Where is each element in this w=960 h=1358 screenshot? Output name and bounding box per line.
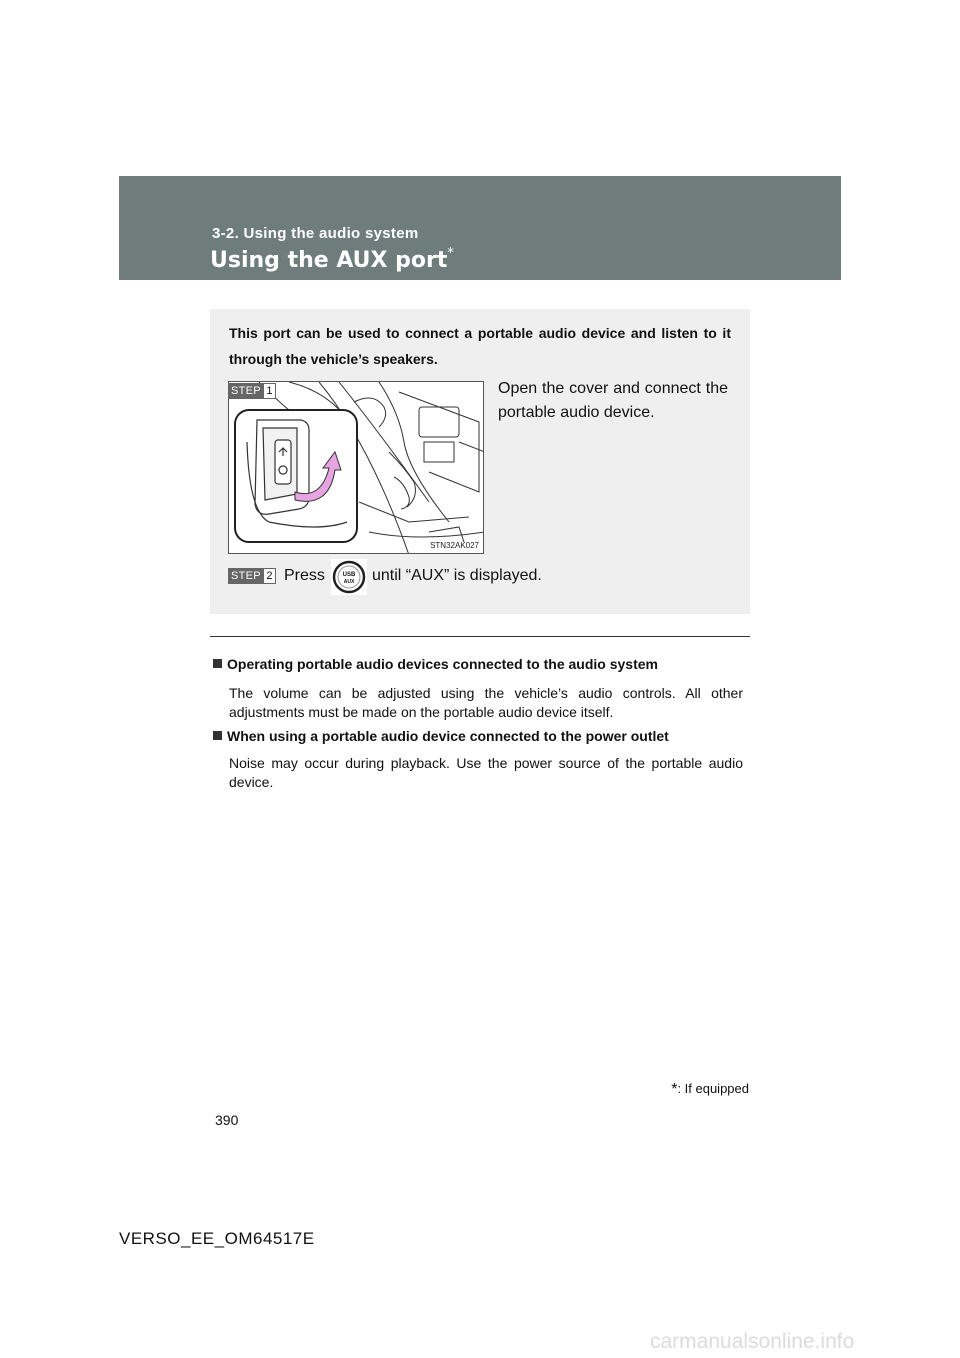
note-heading-text: When using a portable audio device connected to the power outlet [227,728,669,744]
section-title: 3-2. Using the audio system [212,225,419,242]
step-label: STEP [228,383,264,399]
footnote [671,1081,749,1099]
usb-button-label: USB [342,572,356,578]
page-number: 390 [215,1112,239,1128]
page-title-text: Using the AUX port [210,248,448,273]
bullet-square-icon [213,731,222,740]
figure-code: STN32AK027 [430,541,479,550]
step-2-text-after: until “AUX” is displayed. [372,567,542,584]
step-2-badge [228,568,276,584]
note-heading [213,728,669,744]
step-label: STEP [228,568,264,584]
note-heading-text: Operating portable audio devices connected to the audio system [227,656,658,672]
step-2-text: Press [284,567,325,584]
equipped-mark: * [447,246,454,261]
page-title [210,248,454,273]
note-heading [213,656,658,672]
footnote-text: : If equipped [677,1081,749,1096]
document-id: VERSO_EE_OM64517E [119,1229,315,1248]
asterisk-mark: * [671,1081,678,1098]
note-body: Noise may occur during playback. Use the power source of the portable audio device. [229,755,743,790]
dashboard-drawing [229,382,484,554]
divider [210,636,750,637]
step-number: 1 [264,383,276,399]
note-body: The volume can be adjusted using the vehicle’s audio controls. All other adjustments must be made on the portable audio device itself. [229,685,743,720]
aux-button-label: AUX [343,579,355,585]
step-1-badge [228,383,276,399]
step-number: 2 [264,568,276,584]
bullet-square-icon [213,659,222,668]
intro-text: This port can be used to connect a portable audio device and listen to it through the vehicle’s speakers. [229,325,731,367]
aux-port-illustration [228,381,484,554]
usb-aux-button-icon [331,559,367,595]
step-1-text: Open the cover and connect the portable audio device. [498,380,728,421]
watermark: carmanualsonline.info [650,1330,855,1353]
